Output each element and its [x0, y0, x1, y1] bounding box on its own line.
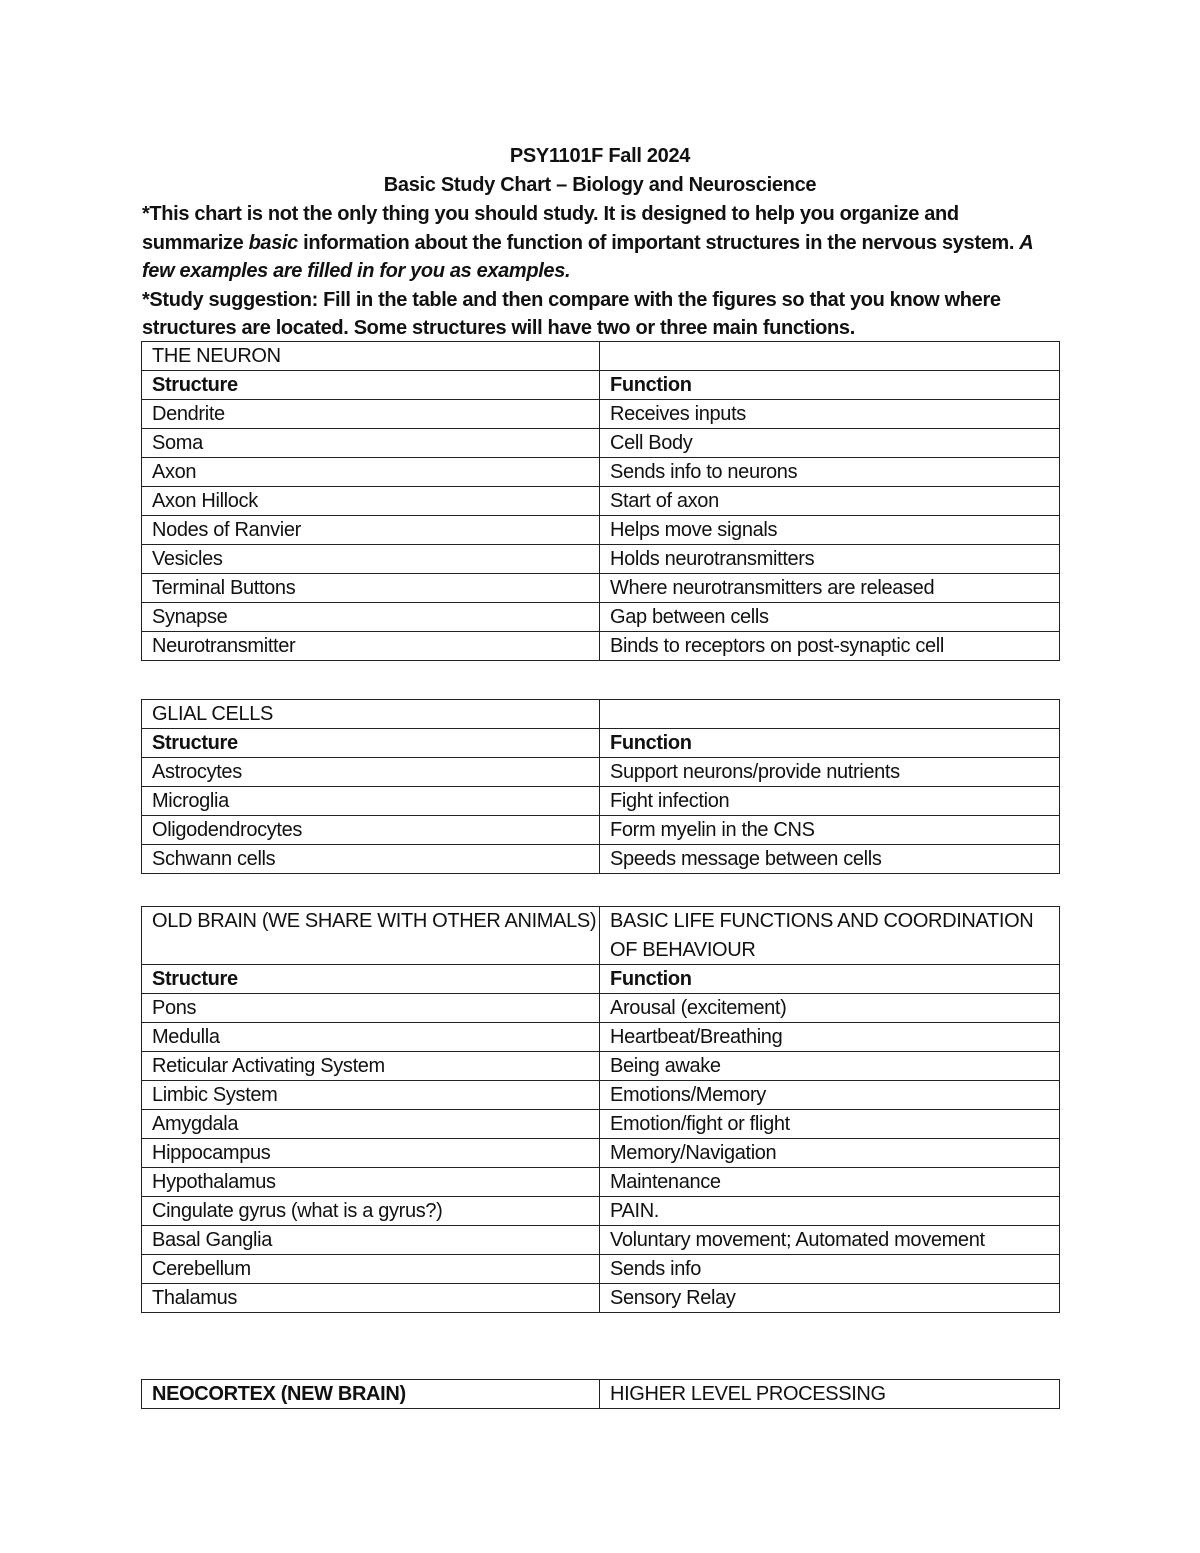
table-row	[142, 994, 1060, 1023]
section-title: OLD BRAIN (WE SHARE WITH OTHER ANIMALS)	[142, 907, 600, 965]
note1-text-a: *This chart is not the only thing you should study. It is designed to help you organize and summarize	[142, 203, 959, 254]
structure-cell: Schwann cells	[142, 845, 600, 874]
glial-cells-table	[141, 699, 1060, 874]
structure-cell: Pons	[142, 994, 600, 1023]
column-header-structure: Structure	[142, 729, 600, 758]
note1-italic-examples: A few examples are filled in for you as examples.	[142, 231, 1033, 282]
study-note-2: *Study suggestion: Fill in the table and then compare with the figures so that you know where structures are located. Some structures will have two or three main functions.	[142, 288, 1001, 339]
table-row	[142, 516, 1060, 545]
structure-cell: Axon	[142, 458, 600, 487]
function-cell: PAIN.	[600, 1197, 1060, 1226]
function-cell: Form myelin in the CNS	[600, 816, 1060, 845]
table-row	[142, 487, 1060, 516]
table-row	[142, 816, 1060, 845]
function-cell: Sends info to neurons	[600, 458, 1060, 487]
column-header-structure: Structure	[142, 965, 600, 994]
function-cell: Binds to receptors on post-synaptic cell	[600, 632, 1060, 661]
table-section-row	[142, 1380, 1060, 1409]
function-cell: Sensory Relay	[600, 1284, 1060, 1313]
function-cell: Memory/Navigation	[600, 1139, 1060, 1168]
section-description: HIGHER LEVEL PROCESSING	[600, 1380, 1060, 1409]
section-description	[600, 342, 1060, 371]
structure-cell: Basal Ganglia	[142, 1226, 600, 1255]
table-row	[142, 1139, 1060, 1168]
table-row	[142, 1052, 1060, 1081]
neuron-table	[141, 341, 1060, 661]
structure-cell: Oligodendrocytes	[142, 816, 600, 845]
function-cell: Holds neurotransmitters	[600, 545, 1060, 574]
table-row	[142, 1168, 1060, 1197]
structure-cell: Reticular Activating System	[142, 1052, 600, 1081]
function-cell: Gap between cells	[600, 603, 1060, 632]
table-header-row	[142, 729, 1060, 758]
table-row	[142, 1081, 1060, 1110]
column-header-function: Function	[600, 729, 1060, 758]
function-cell: Maintenance	[600, 1168, 1060, 1197]
table-row	[142, 458, 1060, 487]
function-cell: Emotion/fight or flight	[600, 1110, 1060, 1139]
table-section-row	[142, 907, 1060, 965]
structure-cell: Terminal Buttons	[142, 574, 600, 603]
study-note-1	[142, 200, 1058, 286]
note1-italic-basic: basic	[248, 231, 298, 254]
function-cell: Start of axon	[600, 487, 1060, 516]
column-header-function: Function	[600, 371, 1060, 400]
section-title: THE NEURON	[142, 342, 600, 371]
table-header-row	[142, 965, 1060, 994]
structure-cell: Vesicles	[142, 545, 600, 574]
table-row	[142, 1197, 1060, 1226]
table-row	[142, 400, 1060, 429]
function-cell: Fight infection	[600, 787, 1060, 816]
structure-cell: Synapse	[142, 603, 600, 632]
function-cell: Emotions/Memory	[600, 1081, 1060, 1110]
column-header-structure: Structure	[142, 371, 600, 400]
table-row	[142, 574, 1060, 603]
document-header	[142, 142, 1058, 343]
table-section-row	[142, 342, 1060, 371]
table-row	[142, 1255, 1060, 1284]
function-cell: Being awake	[600, 1052, 1060, 1081]
table-row	[142, 632, 1060, 661]
table-row	[142, 1110, 1060, 1139]
section-title: NEOCORTEX (NEW BRAIN)	[142, 1380, 600, 1409]
table-row	[142, 545, 1060, 574]
structure-cell: Cingulate gyrus (what is a gyrus?)	[142, 1197, 600, 1226]
section-title: GLIAL CELLS	[142, 700, 600, 729]
structure-cell: Astrocytes	[142, 758, 600, 787]
structure-cell: Thalamus	[142, 1284, 600, 1313]
structure-cell: Limbic System	[142, 1081, 600, 1110]
function-cell: Receives inputs	[600, 400, 1060, 429]
course-title: PSY1101F Fall 2024	[509, 145, 691, 167]
structure-cell: Cerebellum	[142, 1255, 600, 1284]
function-cell: Arousal (excitement)	[600, 994, 1060, 1023]
function-cell: Sends info	[600, 1255, 1060, 1284]
function-cell: Where neurotransmitters are released	[600, 574, 1060, 603]
table-row	[142, 758, 1060, 787]
structure-cell: Nodes of Ranvier	[142, 516, 600, 545]
structure-cell: Axon Hillock	[142, 487, 600, 516]
old-brain-table	[141, 906, 1060, 1313]
table-row	[142, 1023, 1060, 1052]
function-cell: Speeds message between cells	[600, 845, 1060, 874]
table-row	[142, 1226, 1060, 1255]
table-row	[142, 429, 1060, 458]
table-row	[142, 1284, 1060, 1313]
function-cell: Heartbeat/Breathing	[600, 1023, 1060, 1052]
function-cell: Voluntary movement; Automated movement	[600, 1226, 1060, 1255]
table-row	[142, 845, 1060, 874]
section-description	[600, 700, 1060, 729]
structure-cell: Hippocampus	[142, 1139, 600, 1168]
structure-cell: Neurotransmitter	[142, 632, 600, 661]
neocortex-table	[141, 1379, 1060, 1409]
structure-cell: Soma	[142, 429, 600, 458]
function-cell: Cell Body	[600, 429, 1060, 458]
table-section-row	[142, 700, 1060, 729]
table-row	[142, 603, 1060, 632]
section-description: BASIC LIFE FUNCTIONS AND COORDINATION OF BEHAVIOUR	[600, 907, 1060, 965]
structure-cell: Dendrite	[142, 400, 600, 429]
structure-cell: Medulla	[142, 1023, 600, 1052]
chart-title: Basic Study Chart – Biology and Neuroscience	[383, 174, 817, 196]
structure-cell: Hypothalamus	[142, 1168, 600, 1197]
function-cell: Helps move signals	[600, 516, 1060, 545]
column-header-function: Function	[600, 965, 1060, 994]
table-header-row	[142, 371, 1060, 400]
structure-cell: Amygdala	[142, 1110, 600, 1139]
structure-cell: Microglia	[142, 787, 600, 816]
table-row	[142, 787, 1060, 816]
note1-text-b: information about the function of important structures in the nervous system.	[297, 231, 1020, 254]
function-cell: Support neurons/provide nutrients	[600, 758, 1060, 787]
